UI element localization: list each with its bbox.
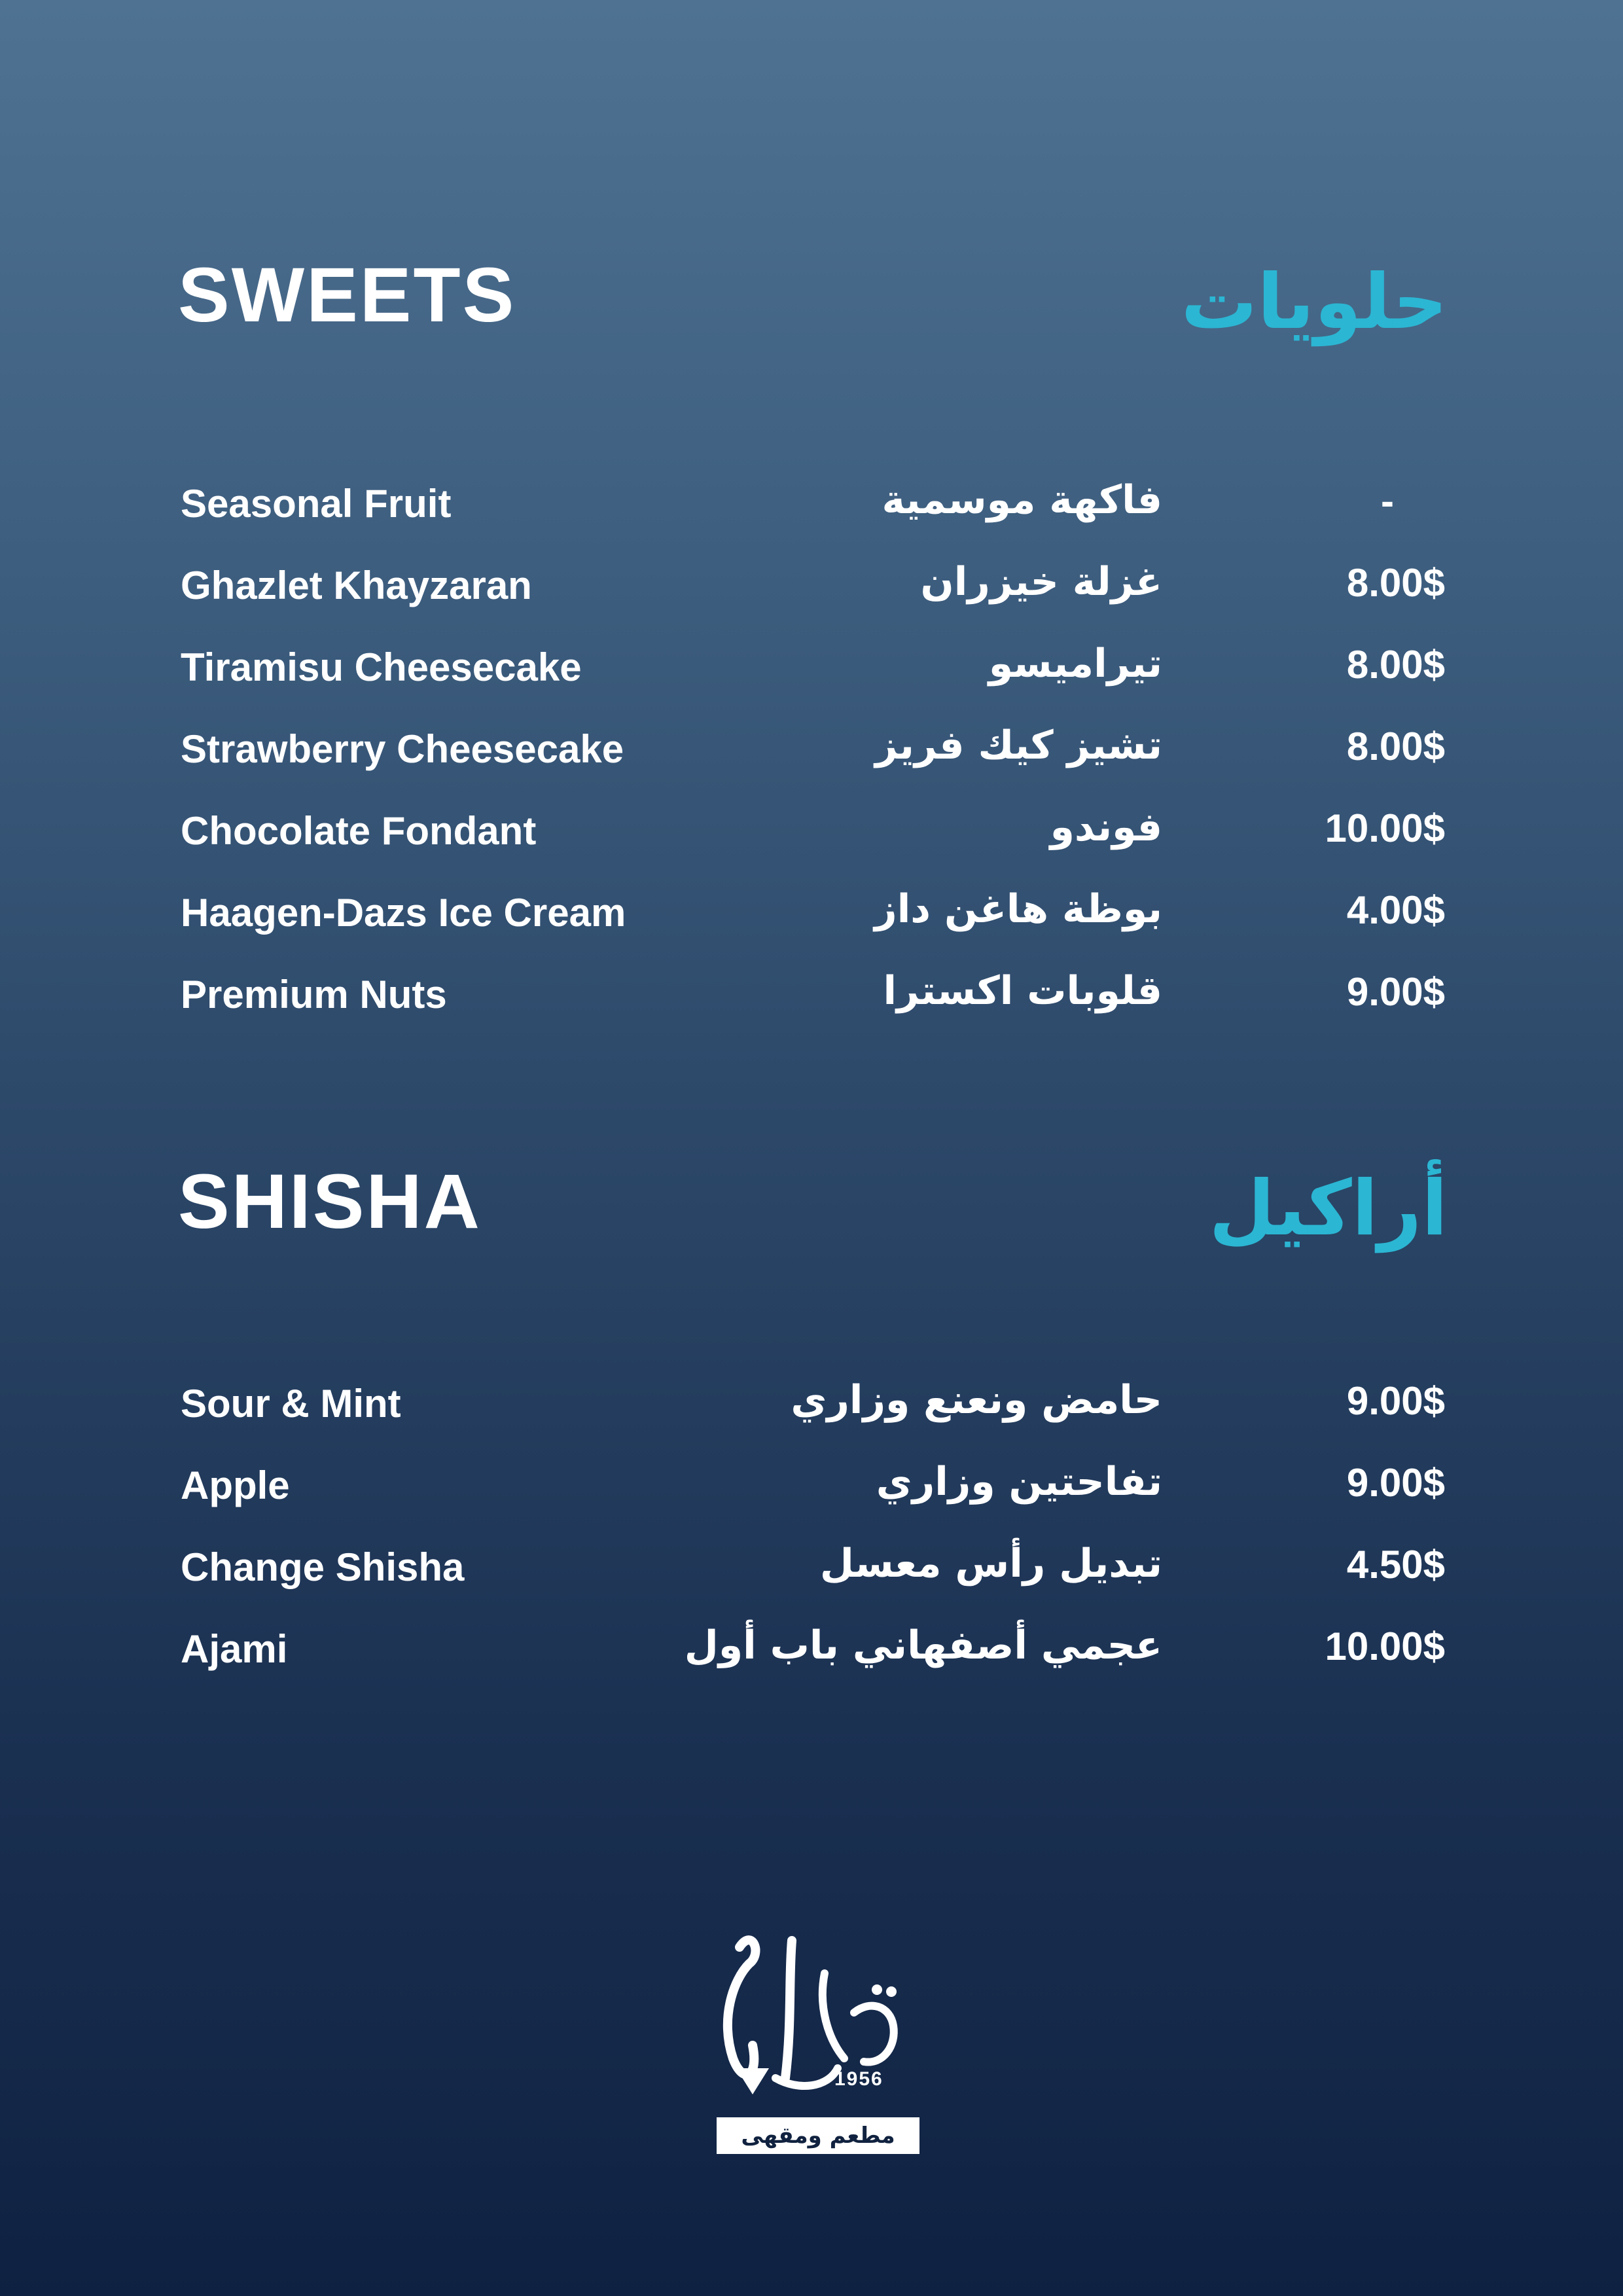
item-name-ar: قلوبات اكسترا <box>883 968 1162 1014</box>
menu-item <box>181 467 1445 548</box>
menu-item <box>181 1367 1445 1448</box>
item-price: 10.00$ <box>1325 1624 1445 1668</box>
item-price: 9.00$ <box>1346 1379 1445 1423</box>
sweets-title-ar: حلويات <box>1181 258 1448 346</box>
item-name-en: Apple <box>181 1463 290 1507</box>
shisha-list <box>181 1367 1445 1694</box>
menu-item <box>181 1530 1445 1612</box>
logo-year: 1956 <box>834 2068 883 2090</box>
item-name-ar: تشيز كيك فريز <box>875 723 1162 768</box>
item-name-en: Ghazlet Khayzaran <box>181 564 532 607</box>
menu-item <box>181 958 1445 1039</box>
brand-logo <box>713 1928 923 2157</box>
item-price: 9.00$ <box>1346 970 1445 1014</box>
item-name-ar: تيراميسو <box>988 641 1162 687</box>
shisha-title-en: SHISHA <box>178 1158 482 1245</box>
item-price: 4.50$ <box>1346 1543 1445 1587</box>
logo-tagline: مطعم ومقهى <box>717 2117 919 2154</box>
menu-item <box>181 630 1445 712</box>
item-price: 8.00$ <box>1346 561 1445 605</box>
item-price: - <box>1381 479 1394 523</box>
item-name-ar: فاكهة موسمية <box>882 477 1162 523</box>
menu-item <box>181 794 1445 876</box>
item-name-ar: عجمي أصفهاني باب أول <box>684 1623 1162 1668</box>
item-name-en: Ajami <box>181 1627 288 1671</box>
shisha-title-ar: أراكيل <box>1209 1164 1448 1253</box>
menu-item <box>181 876 1445 958</box>
item-name-ar: تفاحتين وزاري <box>876 1459 1162 1505</box>
item-name-en: Premium Nuts <box>181 973 447 1016</box>
item-price: 8.00$ <box>1346 643 1445 687</box>
menu-item <box>181 1612 1445 1694</box>
menu-item <box>181 548 1445 630</box>
item-name-en: Sour & Mint <box>181 1382 401 1426</box>
item-name-ar: بوظة هاغن داز <box>874 886 1162 932</box>
sweets-title-en: SWEETS <box>178 252 516 338</box>
item-name-en: Strawberry Cheesecake <box>181 727 624 771</box>
item-price: 10.00$ <box>1325 806 1445 850</box>
item-name-ar: تبديل رأس معسل <box>819 1541 1162 1587</box>
item-name-en: Haagen-Dazs Ice Cream <box>181 891 626 935</box>
shisha-header <box>178 1136 1448 1253</box>
menu-item <box>181 1448 1445 1530</box>
logo-calligraphy-icon <box>713 1928 923 2111</box>
item-name-en: Tiramisu Cheesecake <box>181 645 582 689</box>
menu-item <box>181 712 1445 794</box>
sweets-list <box>181 467 1445 1039</box>
item-name-en: Change Shisha <box>181 1545 465 1589</box>
item-name-ar: حامض ونعنع وزاري <box>791 1377 1162 1423</box>
item-price: 4.00$ <box>1346 888 1445 932</box>
item-name-ar: غزلة خيزران <box>920 559 1162 605</box>
item-price: 8.00$ <box>1346 725 1445 768</box>
item-name-ar: فوندو <box>1050 804 1162 850</box>
item-name-en: Seasonal Fruit <box>181 482 452 526</box>
item-name-en: Chocolate Fondant <box>181 809 537 853</box>
item-price: 9.00$ <box>1346 1461 1445 1505</box>
sweets-header <box>178 229 1448 347</box>
